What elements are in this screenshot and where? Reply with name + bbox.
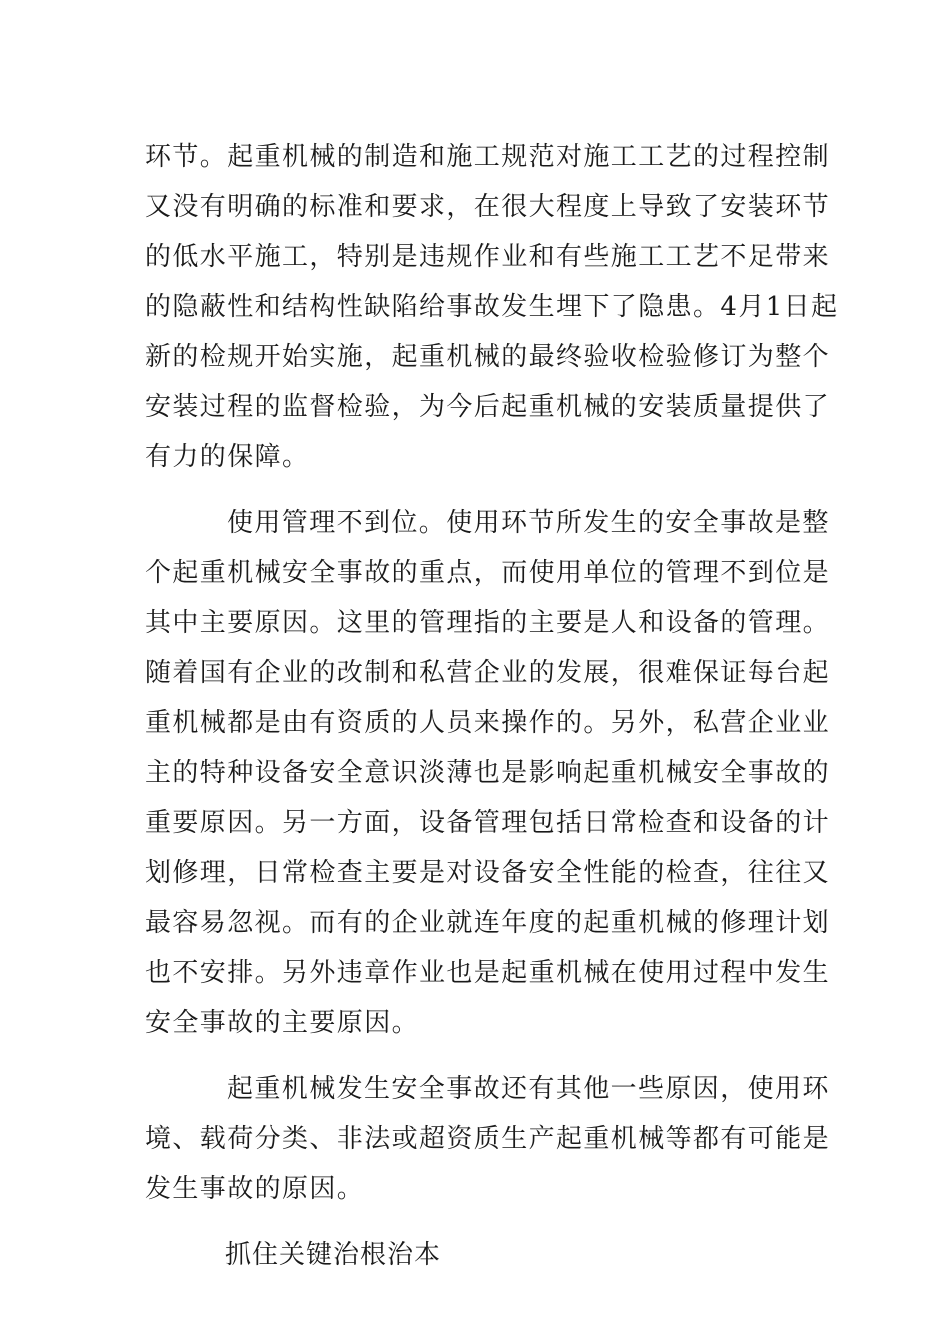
text-line: 新的检规开始实施，起重机械的最终验收检验修订为整个 [145,342,831,372]
text-line: 又没有明确的标准和要求，在很大程度上导致了安装环节 [145,192,831,222]
text-line: 环节。起重机械的制造和施工规范对施工工艺的过程控制 [145,142,831,172]
text-line: 其中主要原因。这里的管理指的主要是人和设备的管理。 [145,608,831,638]
text-line: 的低水平施工，特别是违规作业和有些施工工艺不足带来 [145,242,831,272]
text-line: 起重机械发生安全事故还有其他一些原因，使用环 [227,1074,830,1104]
text-line: 安全事故的主要原因。 [145,1008,420,1038]
document-body [145,132,839,1280]
section-heading: 抓住关键治根治本 [225,1240,442,1270]
text-line: 的隐蔽性和结构性缺陷给事故发生埋下了隐患。4月1日起 [145,292,839,322]
text-line: 也不安排。另外违章作业也是起重机械在使用过程中发生 [145,958,831,988]
paragraph-1 [145,132,839,482]
text-line: 境、载荷分类、非法或超资质生产起重机械等都有可能是 [145,1124,831,1154]
paragraph-2 [145,498,831,1048]
text-line: 安装过程的监督检验，为今后起重机械的安装质量提供了 [145,392,831,422]
text-line: 有力的保障。 [145,442,310,472]
text-line: 重要原因。另一方面，设备管理包括日常检查和设备的计 [145,808,831,838]
text-line: 主的特种设备安全意识淡薄也是影响起重机械安全事故的 [145,758,831,788]
text-line: 最容易忽视。而有的企业就连年度的起重机械的修理计划 [145,908,831,938]
text-line: 随着国有企业的改制和私营企业的发展，很难保证每台起 [145,658,831,688]
paragraph-3 [145,1064,831,1214]
text-line: 个起重机械安全事故的重点，而使用单位的管理不到位是 [145,558,831,588]
text-line: 划修理，日常检查主要是对设备安全性能的检查，往往又 [145,858,831,888]
text-line: 重机械都是由有资质的人员来操作的。另外，私营企业业 [145,708,831,738]
text-line: 使用管理不到位。使用环节所发生的安全事故是整 [227,508,830,538]
text-line: 发生事故的原因。 [145,1174,365,1204]
